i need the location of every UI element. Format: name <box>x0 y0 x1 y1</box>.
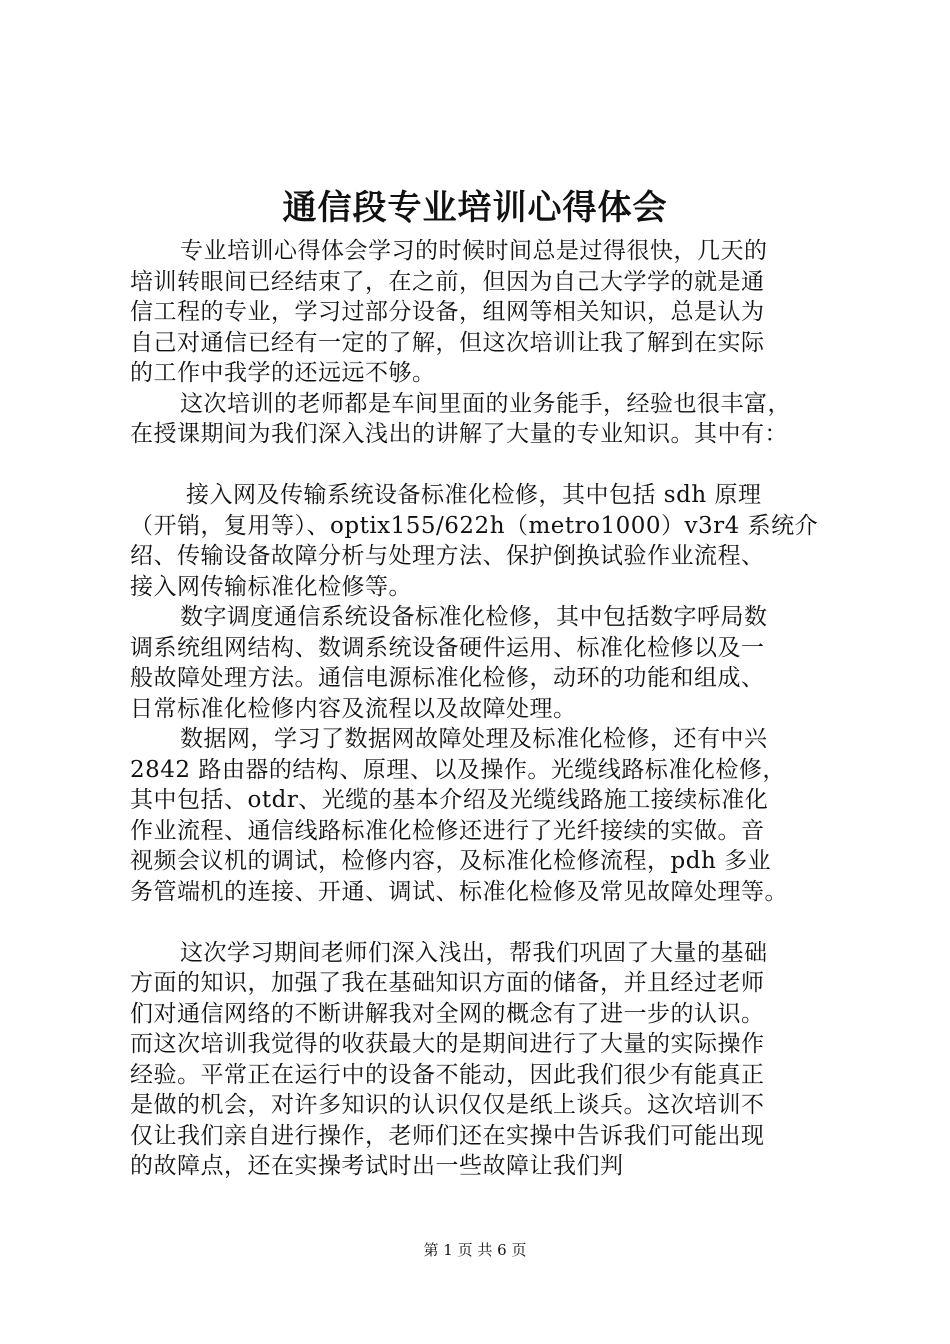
body-line: 这次学习期间老师们深入浅出，帮我们巩固了大量的基础 <box>180 939 768 966</box>
body-line: 般故障处理方法。通信电源标准化检修，动环的功能和组成、 <box>130 665 765 691</box>
body-line: 仅让我们亲自进行操作，老师们还在实操中告诉我们可能出现 <box>130 1122 765 1149</box>
body-line: 务管端机的连接、开通、调试、标准化检修及常见故障处理等。 <box>130 878 788 905</box>
blank-line <box>130 907 830 938</box>
body-line: 绍、传输设备故障分析与处理方法、保护倒换试验作业流程、 <box>130 543 765 569</box>
body-line: 培训转眼间已经结束了，在之前，但因为自己大学学的就是通 <box>130 268 765 295</box>
body-line: 2842 路由器的结构、原理、以及操作。光缆线路标准化检修， <box>130 756 786 783</box>
body-line: 在授课期间为我们深入浅出的讲解了大量的专业知识。其中有： <box>130 421 788 447</box>
body-line: 作业流程、通信线路标准化检修还进行了光纤接续的实做。音 <box>130 817 765 844</box>
body-line: 视频会议机的调试，检修内容，及标准化检修流程，pdh 多业 <box>130 848 772 874</box>
body-line: 而这次培训我觉得的收获最大的是期间进行了大量的实际操作 <box>130 1031 765 1057</box>
body-line: 数据网，学习了数据网故障处理及标准化检修，还有中兴 <box>180 726 768 752</box>
page-footer: 第 1 页 共 6 页 <box>423 1241 527 1259</box>
body-line: 其中包括、otdr、光缆的基本介绍及光缆线路施工接续标准化 <box>130 787 769 813</box>
body-line: 经验。平常正在运行中的设备不能动，因此我们很少有能真正 <box>130 1061 765 1088</box>
body-line: 的故障点，还在实操考试时出一些故障让我们判 <box>130 1153 624 1179</box>
body-line: 这次培训的老师都是车间里面的业务能手，经验也很丰富， <box>180 390 791 417</box>
body-line: 调系统组网结构、数调系统设备硬件运用、标准化检修以及一 <box>130 634 765 661</box>
body-line: 的工作中我学的还远远不够。 <box>130 360 436 386</box>
body-line: 自己对通信已经有一定的了解，但这次培训让我了解到在实际 <box>130 329 765 356</box>
body-line: （开销，复用等）、optix155/622h（metro1000）v3r4 系统介 <box>130 512 819 539</box>
body-line: 日常标准化检修内容及流程以及故障处理。 <box>130 695 577 722</box>
body-line: 们对通信网络的不断讲解我对全网的概念有了进一步的认识。 <box>130 1000 765 1027</box>
body-line: 是做的机会，对许多知识的认识仅仅是纸上谈兵。这次培训不 <box>130 1092 765 1118</box>
document-title: 通信段专业培训心得体会 <box>282 188 668 228</box>
body-line: 方面的知识，加强了我在基础知识方面的储备，并且经过老师 <box>130 970 765 996</box>
body-line: 专业培训心得体会学习的时候时间总是过得很快，几天的 <box>180 238 768 264</box>
document-body <box>130 236 830 1182</box>
body-line: 接入网传输标准化检修等。 <box>130 573 412 600</box>
body-line: 接入网及传输系统设备标准化检修，其中包括 sdh 原理 <box>186 482 762 508</box>
body-line: 信工程的专业，学习过部分设备，组网等相关知识，总是认为 <box>130 299 765 325</box>
body-line: 数字调度通信系统设备标准化检修，其中包括数字呼局数 <box>180 604 768 630</box>
blank-line <box>130 450 830 481</box>
